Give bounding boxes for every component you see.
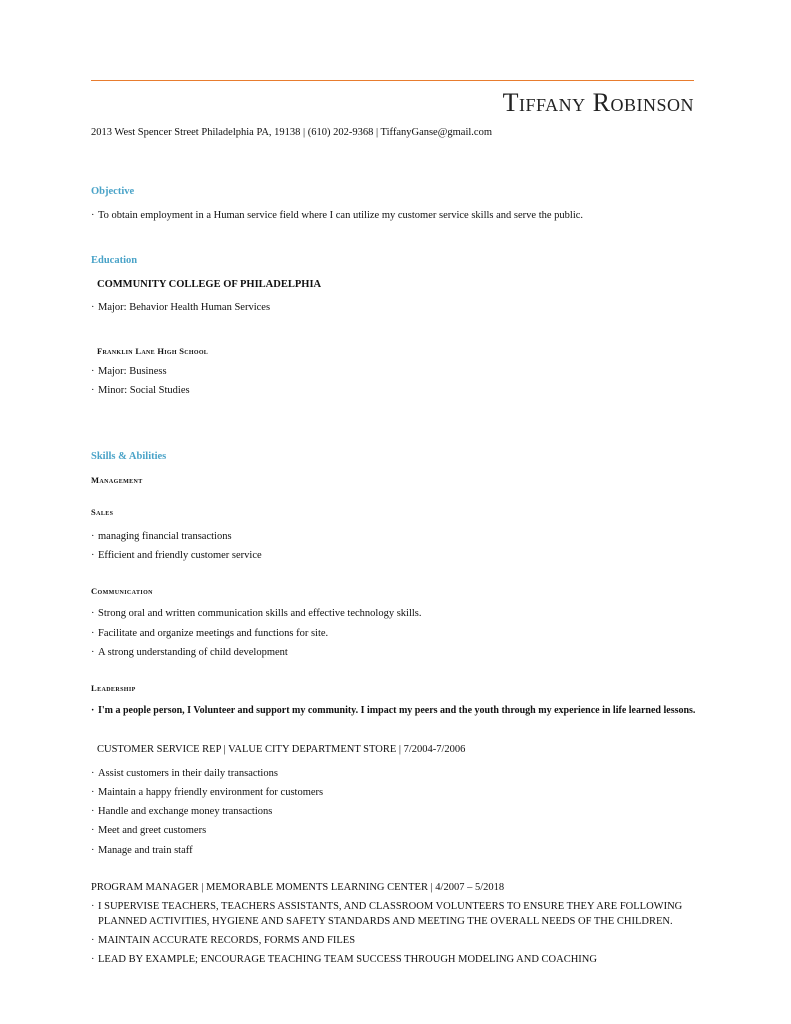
bullet-glyph: ·: [91, 787, 95, 798]
bullet-glyph: ·: [91, 935, 95, 946]
bullet-glyph: ·: [91, 954, 95, 965]
list-item: · Minor: Social Studies: [91, 385, 190, 396]
bullet-glyph: ·: [91, 531, 95, 542]
bullet-glyph: ·: [91, 901, 95, 912]
skills-heading: Skills & Abilities: [91, 451, 167, 462]
list-item: · Manage and train staff: [91, 845, 193, 856]
bullet-glyph: ·: [91, 647, 95, 658]
bullet-glyph: ·: [91, 806, 95, 817]
skill-category-management: Management: [91, 475, 143, 485]
bullet-glyph: ·: [91, 825, 95, 836]
list-item: · I'm a people person, I Volunteer and support my community. I impact my peers and the youth through my experience in life learned lessons.: [91, 705, 696, 716]
list-item: · Handle and exchange money transactions: [91, 806, 273, 817]
list-item: · Major: Behavior Health Human Services: [91, 302, 271, 313]
list-item: · Facilitate and organize meetings and functions for site.: [91, 628, 329, 639]
job-title: CUSTOMER SERVICE REP | VALUE CITY DEPARTMENT STORE | 7/2004-7/2006: [97, 744, 466, 755]
list-item: · A strong understanding of child development: [91, 647, 288, 658]
education-heading: Education: [91, 255, 138, 266]
bullet-glyph: ·: [91, 210, 95, 221]
list-item: · Efficient and friendly customer service: [91, 550, 262, 561]
objective-heading: Objective: [91, 186, 135, 197]
list-item: · Assist customers in their daily transactions: [91, 768, 278, 779]
list-item: · Major: Business: [91, 366, 167, 377]
list-item: · LEAD BY EXAMPLE; ENCOURAGE TEACHING TEAM SUCCESS THROUGH MODELING AND COACHING: [91, 954, 597, 965]
bullet-glyph: ·: [91, 385, 95, 396]
list-item: · Strong oral and written communication skills and effective technology skills.: [91, 608, 422, 619]
job-title: PROGRAM MANAGER | MEMORABLE MOMENTS LEARNING CENTER | 4/2007 – 5/2018: [91, 882, 505, 893]
bullet-glyph: ·: [91, 302, 95, 313]
list-item: · Maintain a happy friendly environment for customers: [91, 787, 324, 798]
list-item-continuation: PLANNED ACTIVITIES, HYGIENE AND SAFETY STANDARDS AND MEETING THE OVERALL NEEDS OF THE CHILDREN.: [98, 916, 673, 927]
school-name: Franklin Lane High School: [97, 346, 209, 356]
skill-category-leadership: Leadership: [91, 683, 136, 693]
list-item: · I SUPERVISE TEACHERS, TEACHERS ASSISTANTS, AND CLASSROOM VOLUNTEERS TO ENSURE THEY ARE FOLLOWING: [91, 901, 683, 912]
bullet-glyph: ·: [91, 366, 95, 377]
bullet-glyph: ·: [91, 845, 95, 856]
objective-text: To obtain employment in a Human service field where I can utilize my customer service skills and serve the public.: [98, 210, 584, 221]
skill-category-sales: Sales: [91, 507, 114, 517]
bullet-glyph: ·: [91, 550, 95, 561]
list-item: · managing financial transactions: [91, 531, 232, 542]
bullet-glyph: ·: [91, 628, 95, 639]
list-item: · MAINTAIN ACCURATE RECORDS, FORMS AND FILES: [91, 935, 356, 946]
bullet-glyph: ·: [91, 608, 95, 619]
applicant-name: Tiffany Robinson: [502, 88, 694, 117]
contact-info: 2013 West Spencer Street Philadelphia PA, 19138 | (610) 202-9368 | TiffanyGanse@gmail.com: [91, 127, 493, 138]
bullet-glyph: ·: [91, 768, 95, 779]
list-item: · Meet and greet customers: [91, 825, 207, 836]
skill-category-communication: Communication: [91, 586, 153, 596]
school-name: COMMUNITY COLLEGE OF PHILADELPHIA: [97, 279, 322, 290]
objective-item: [91, 210, 583, 221]
bullet-glyph: ·: [91, 705, 95, 716]
header-rule: [91, 80, 694, 81]
